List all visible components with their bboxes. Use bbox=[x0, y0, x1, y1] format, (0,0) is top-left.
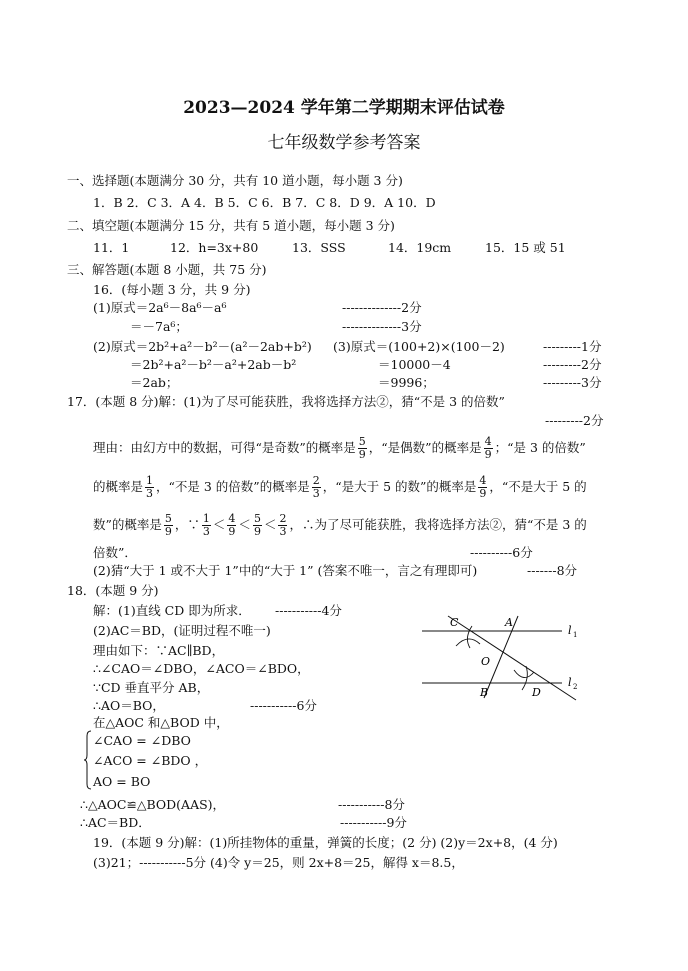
q17-line2 bbox=[93, 436, 586, 461]
q18-line1-score: -----------4分 bbox=[275, 603, 342, 618]
q18-line9: ∴AC＝BD． bbox=[80, 815, 151, 830]
label-O: O bbox=[481, 655, 491, 668]
q17-line2-text-c: ；“是 3 的倍数” bbox=[494, 440, 586, 455]
q17-line4 bbox=[93, 513, 587, 538]
section-1-answers: 1．B 2．C 3．A 4．B 5．C 6．B 7．C 8．D 9．A 10．D bbox=[93, 195, 436, 210]
q18-line1: 解：(1)直线 CD 即为所求． bbox=[93, 603, 251, 618]
answer-14: 14．19cm bbox=[388, 240, 452, 255]
geometry-figure bbox=[418, 608, 590, 706]
q18-line7: 在△AOC 和△BOD 中， bbox=[93, 715, 229, 730]
q17-line4-text-f: ，∴为了尽可能获胜，我将选择方法②，猜“不是 3 的 bbox=[289, 517, 587, 532]
q19-line2: (3)21；-----------5分 (4)令 y＝25，则 2x+8＝25，解得 x＝8.5， bbox=[93, 855, 464, 870]
fraction-1-3: $\frac{1}{3}$ bbox=[202, 512, 210, 538]
q18-line3: 理由如下：∵AC∥BD， bbox=[93, 643, 225, 658]
q17-line3-text-c: ，“是大于 5 的数”的概率是 bbox=[322, 479, 477, 494]
q17-line3-text-a: 的概率是 bbox=[93, 479, 144, 494]
fraction-4-9: $\frac{4}{9}$ bbox=[484, 435, 492, 461]
q17-line3-text-d: ，“不是大于 5 的 bbox=[489, 479, 587, 494]
q17-line5: 倍数”． bbox=[93, 545, 137, 560]
label-l1-sub: 1 bbox=[573, 631, 578, 639]
label-l2-sub: 2 bbox=[573, 683, 578, 691]
less-than-3: ＜ bbox=[263, 517, 277, 532]
fraction-4-9: $\frac{4}{9}$ bbox=[479, 474, 487, 500]
fraction-2-3: $\frac{2}{3}$ bbox=[279, 512, 287, 538]
fraction-5-9: $\frac{5}{9}$ bbox=[358, 435, 366, 461]
q16-p2-line3: ＝2ab； bbox=[130, 375, 179, 390]
label-B: B bbox=[480, 686, 489, 699]
q16-heading: 16．(每小题 3 分，共 9 分) bbox=[93, 282, 251, 297]
label-l1: l bbox=[568, 624, 572, 637]
q16-p3-line1: (3)原式＝(100+2)×(100－2) bbox=[333, 339, 505, 354]
q17-line3-text-b: ，“不是 3 的倍数”的概率是 bbox=[156, 479, 310, 494]
q18-system-line3: AO = BO bbox=[93, 774, 151, 789]
fraction-1-3: $\frac{1}{3}$ bbox=[146, 474, 154, 500]
q17-line1: 17．(本题 8 分)解：(1)为了尽可能获胜，我将选择方法②，猜“不是 3 的倍数” bbox=[67, 394, 505, 409]
q16-p1-line1: (1)原式＝2a⁶－8a⁶－a⁶ bbox=[93, 300, 227, 315]
q18-line5: ∵CD 垂直平分 AB， bbox=[93, 680, 210, 695]
label-A: A bbox=[505, 616, 513, 629]
q16-p3-line2: ＝10000－4 bbox=[378, 357, 451, 372]
q17-line4-text-a: 数”的概率是 bbox=[93, 517, 162, 532]
q19-line1: 19．(本题 9 分)解：(1)所挂物体的重量，弹簧的长度；(2 分) (2)y＝2x+8，(4 分) bbox=[93, 835, 558, 850]
q16-p3-line3: ＝9996； bbox=[378, 375, 435, 390]
q18-system-line1: ∠CAO = ∠DBO bbox=[93, 733, 191, 748]
q17-line2-text-b: ，“是偶数”的概率是 bbox=[368, 440, 482, 455]
q16-p1-line2: ＝－7a⁶； bbox=[130, 319, 188, 334]
section-3-heading: 三、解答题(本题 8 小题，共 75 分) bbox=[67, 262, 267, 277]
q18-line6: ∴AO＝BO， bbox=[93, 698, 165, 713]
fraction-2-3: $\frac{2}{3}$ bbox=[312, 474, 320, 500]
q18-line2: (2)AC＝BD，(证明过程不唯一) bbox=[93, 623, 271, 638]
arc-lower-2 bbox=[522, 666, 527, 690]
q17-line2-text-a: 理由：由幻方中的数据，可得“是奇数”的概率是 bbox=[93, 440, 356, 455]
q18-line9-score: -----------9分 bbox=[340, 815, 407, 830]
fraction-5-9: $\frac{5}{9}$ bbox=[253, 512, 261, 538]
label-l2: l bbox=[568, 676, 572, 689]
q18-heading: 18．(本题 9 分) bbox=[67, 583, 159, 598]
arc-lower bbox=[514, 670, 534, 678]
section-2-heading: 二、填空题(本题满分 15 分，共有 5 道小题，每小题 3 分) bbox=[67, 218, 395, 233]
q18-line8-score: -----------8分 bbox=[338, 797, 405, 812]
q17-line6-score: -------8分 bbox=[527, 563, 578, 578]
answer-12: 12．h=3x+80 bbox=[170, 240, 259, 255]
q18-line8: ∴△AOC≌△BOD(AAS)， bbox=[80, 797, 226, 812]
q17-line1-score: ---------2分 bbox=[545, 413, 604, 428]
fraction-5-9: $\frac{5}{9}$ bbox=[164, 512, 172, 538]
system-brace bbox=[84, 730, 92, 790]
q16-p1-line2-score: --------------3分 bbox=[342, 319, 422, 334]
q17-line5-score: ----------6分 bbox=[470, 545, 533, 560]
answer-11: 11．1 bbox=[93, 240, 130, 255]
label-C: C bbox=[450, 616, 459, 629]
q16-p2-line1: (2)原式＝2b²+a²－b²－(a²－2ab+b²) bbox=[93, 339, 312, 354]
q16-p1-line1-score: --------------2分 bbox=[342, 300, 422, 315]
q18-line6-score: -----------6分 bbox=[250, 698, 317, 713]
answer-13: 13．SSS bbox=[292, 240, 346, 255]
section-1-heading: 一、选择题(本题满分 30 分，共有 10 道小题，每小题 3 分) bbox=[67, 173, 403, 188]
q16-p3-line1-score: ---------1分 bbox=[543, 339, 602, 354]
less-than-2: ＜ bbox=[238, 517, 251, 532]
answer-15: 15．15 或 51 bbox=[485, 240, 566, 255]
q16-p3-line2-score: ---------2分 bbox=[543, 357, 602, 372]
fraction-4-9: $\frac{4}{9}$ bbox=[228, 512, 236, 538]
q17-line3 bbox=[93, 475, 587, 500]
q17-line4-text-b: ，∵ bbox=[174, 517, 200, 532]
q16-p2-line2: ＝2b²+a²－b²－a²+2ab－b² bbox=[130, 357, 297, 372]
q17-line6: (2)猜“大于 1 或不大于 1”中的“大于 1” (答案不唯一，言之有理即可) bbox=[93, 563, 478, 578]
q18-system-line2: ∠ACO = ∠BDO ， bbox=[93, 753, 208, 768]
q18-line4: ∴∠CAO＝∠DBO，∠ACO＝∠BDO， bbox=[93, 661, 310, 676]
q16-p3-line3-score: ---------3分 bbox=[543, 375, 602, 390]
label-D: D bbox=[532, 686, 541, 699]
page-subtitle: 七年级数学参考答案 bbox=[267, 133, 421, 153]
page-title: 2023—2024 学年第二学期期末评估试卷 bbox=[183, 98, 505, 118]
less-than-1: ＜ bbox=[212, 517, 226, 532]
